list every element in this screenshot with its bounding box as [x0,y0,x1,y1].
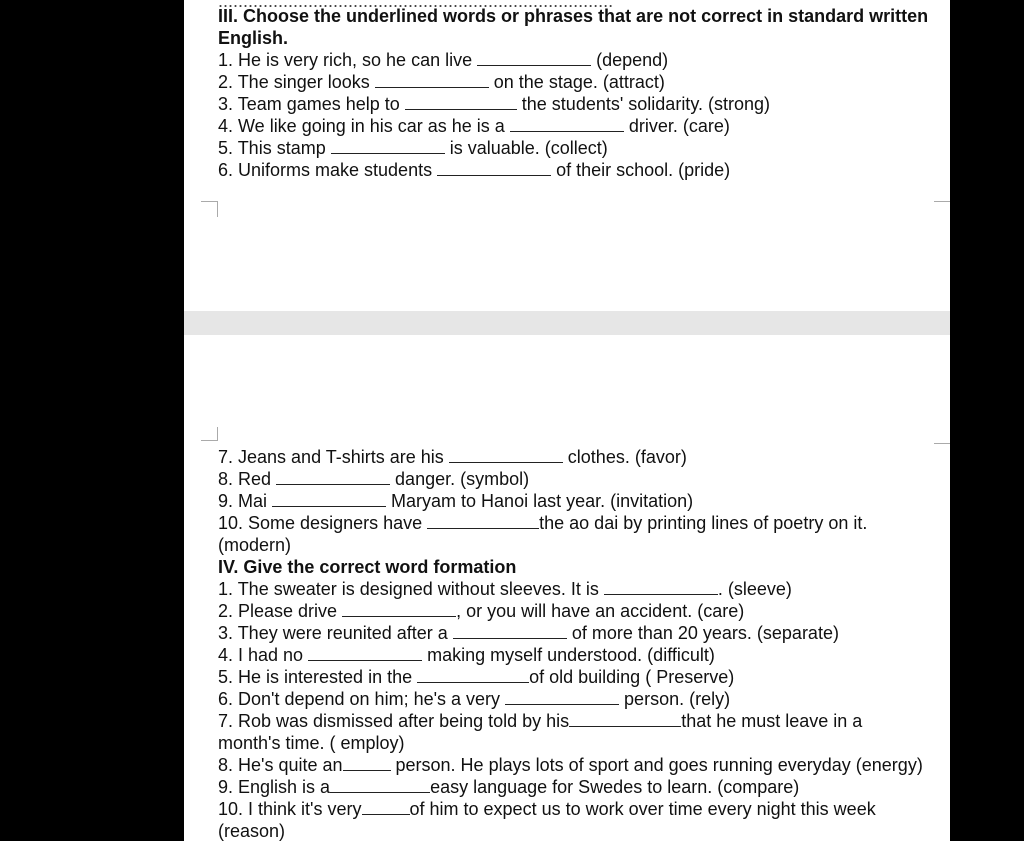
exercise-item-cont: (reason) [218,821,286,841]
margin-corner-mark [201,427,218,441]
exercise-item: 9. Mai Maryam to Hanoi last year. (invitation) [218,491,694,511]
exercise-item: 3. They were reunited after a of more than 20 years. (separate) [218,623,839,643]
margin-corner-mark [934,443,950,444]
exercise-item: 10. Some designers have the ao dai by printing lines of poetry on it. [218,513,868,533]
answer-blank [604,579,718,595]
answer-blank [437,160,551,176]
exercise-item: 1. The sweater is designed without sleeves. It is . (sleeve) [218,579,792,599]
answer-blank [505,689,619,705]
section-3-heading: III. Choose the underlined words or phrases that are not correct in standard written [218,6,929,26]
answer-blank [427,513,539,529]
answer-blank [569,711,681,727]
exercise-item: 10. I think it's very of him to expect us to work over time every night this week [218,799,876,819]
exercise-item: 7. Jeans and T-shirts are his clothes. (favor) [218,447,687,467]
answer-blank [362,799,410,815]
answer-blank [417,667,529,683]
section-3-heading-cont: English. [218,28,289,48]
answer-blank [276,469,390,485]
page-break-gap [184,311,950,335]
exercise-item: 2. Please drive , or you will have an accident. (care) [218,601,745,621]
margin-corner-mark [934,201,950,202]
exercise-item: 4. We like going in his car as he is a driver. (care) [218,116,730,136]
margin-corner-mark [201,201,218,217]
exercise-item: 5. He is interested in the of old building ( Preserve) [218,667,735,687]
answer-blank [272,491,386,507]
exercise-item-cont: month's time. ( employ) [218,733,405,753]
exercise-item: 2. The singer looks on the stage. (attract) [218,72,665,92]
answer-blank [342,601,456,617]
answer-blank [308,645,422,661]
exercise-item: 1. He is very rich, so he can live (depend) [218,50,669,70]
exercise-item: 6. Don't depend on him; he's a very person. (rely) [218,689,731,709]
exercise-item: 6. Uniforms make students of their school. (pride) [218,160,731,180]
exercise-item: 3. Team games help to the students' solidarity. (strong) [218,94,770,114]
section-4-heading: IV. Give the correct word formation [218,557,517,577]
exercise-item: 8. He's quite an person. He plays lots of sport and goes running everyday (energy) [218,755,923,775]
exercise-item: 8. Red danger. (symbol) [218,469,530,489]
answer-blank [331,138,445,154]
answer-blank [510,116,624,132]
answer-blank [449,447,563,463]
exercise-item-cont: (modern) [218,535,292,555]
answer-blank [453,623,567,639]
document-page-top [184,0,950,311]
answer-blank [477,50,591,66]
answer-blank [330,777,430,793]
cut-off-line: ............................................................................... [218,0,614,11]
exercise-item: 9. English is a easy language for Swedes to learn. (compare) [218,777,800,797]
exercise-item: 7. Rob was dismissed after being told by his that he must leave in a [218,711,863,731]
document-page-bottom [184,335,950,841]
answer-blank [405,94,517,110]
exercise-item: 5. This stamp is valuable. (collect) [218,138,608,158]
answer-blank [343,755,391,771]
answer-blank [375,72,489,88]
exercise-item: 4. I had no making myself understood. (difficult) [218,645,715,665]
